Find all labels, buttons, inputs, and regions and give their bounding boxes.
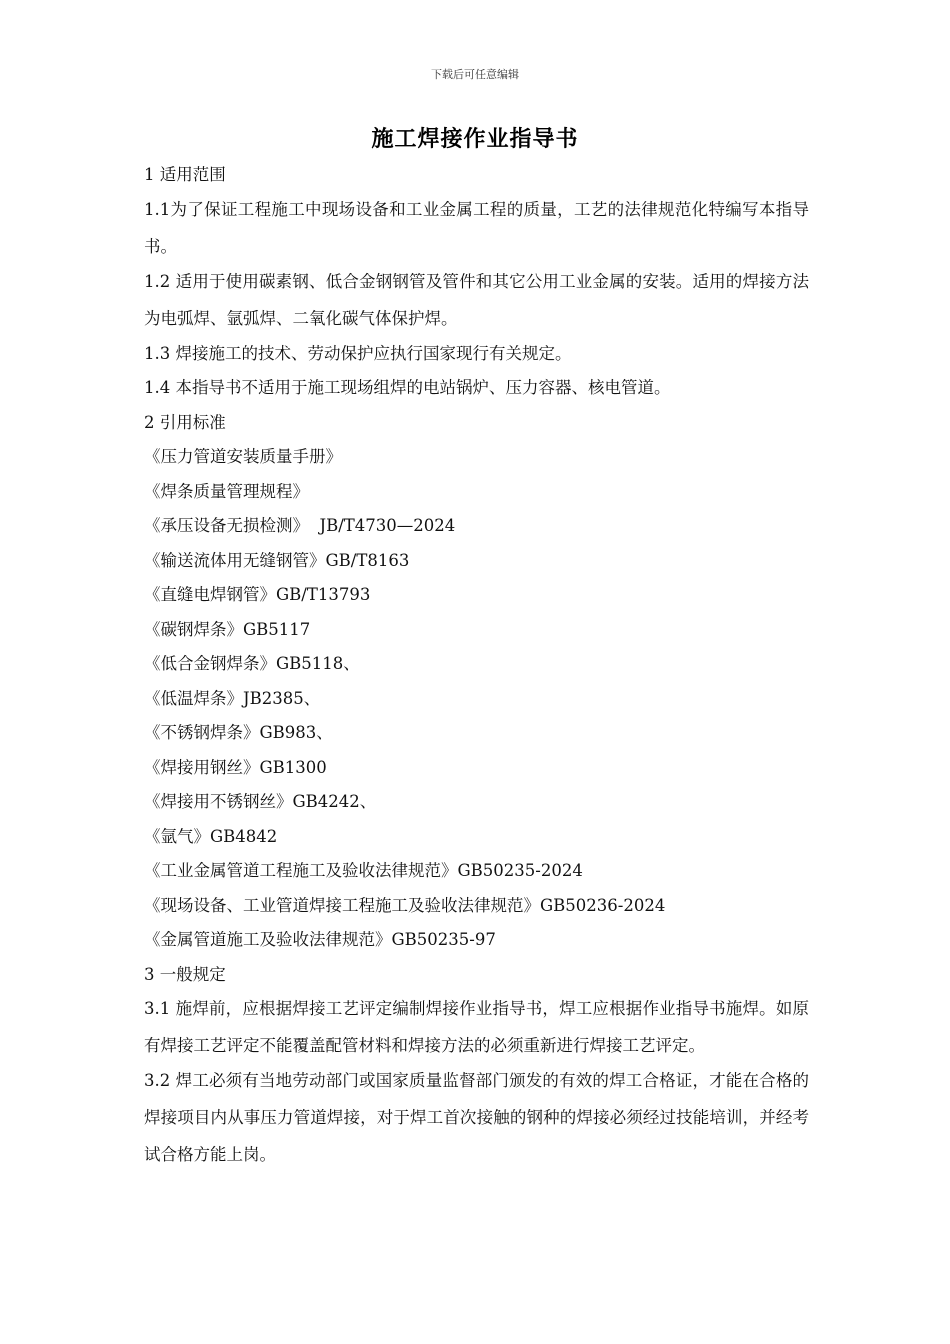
header-note: 下载后可任意编辑 bbox=[431, 68, 519, 81]
standard-item: 《焊接用不锈钢丝》GB4242、 bbox=[144, 792, 377, 811]
standard-item: 《低合金钢焊条》GB5118、 bbox=[144, 654, 360, 673]
section-3-heading: 3 一般规定 bbox=[144, 964, 226, 984]
clause-1-3: 1.3 焊接施工的技术、劳动保护应执行国家现行有关规定。 bbox=[144, 343, 572, 363]
standard-item: 《压力管道安装质量手册》 bbox=[144, 447, 342, 466]
clause-1-2: 1.2 适用于使用碳素钢、低合金钢钢管及管件和其它公用工业金属的安装。适用的焊接方法为电弧焊、氩弧焊、二氧化碳气体保护焊。 bbox=[144, 271, 809, 328]
clause-3-1: 3.1 施焊前，应根据焊接工艺评定编制焊接作业指导书，焊工应根据作业指导书施焊。如原有焊接工艺评定不能覆盖配管材料和焊接方法的必须重新进行焊接工艺评定。 bbox=[144, 999, 809, 1055]
standard-item: 《碳钢焊条》GB5117 bbox=[144, 619, 311, 639]
standard-item: 《直缝电焊钢管》GB/T13793 bbox=[144, 585, 371, 604]
document-body bbox=[144, 158, 809, 1173]
standard-item: 《低温焊条》JB2385、 bbox=[144, 688, 321, 708]
standard-item: 《氩气》GB4842 bbox=[144, 826, 278, 846]
standard-item: 《焊接用钢丝》GB1300 bbox=[144, 757, 327, 777]
standard-item: 《现场设备、工业管道焊接工程施工及验收法律规范》GB50236-2024 bbox=[144, 895, 666, 915]
standard-item: 《不锈钢焊条》GB983、 bbox=[144, 723, 333, 742]
section-1-heading: 1 适用范围 bbox=[144, 165, 226, 184]
section-2-heading: 2 引用标准 bbox=[144, 412, 226, 432]
standards-list bbox=[144, 440, 809, 958]
clause-1-1: 1.1为了保证工程施工中现场设备和工业金属工程的质量，工艺的法律规范化特编写本指导书。 bbox=[144, 199, 809, 256]
standard-item: 《承压设备无损检测》 JB/T4730—2024 bbox=[144, 516, 456, 535]
standard-item: 《焊条质量管理规程》 bbox=[144, 481, 309, 501]
standard-item: 《输送流体用无缝钢管》GB/T8163 bbox=[144, 550, 410, 570]
standard-item: 《工业金属管道工程施工及验收法律规范》GB50235-2024 bbox=[144, 861, 583, 880]
clause-3-2: 3.2 焊工必须有当地劳动部门或国家质量监督部门颁发的有效的焊工合格证，才能在合格的焊接项目内从事压力管道焊接，对于焊工首次接触的钢种的焊接必须经过技能培训，并经考试合格方能上岗。 bbox=[144, 1071, 809, 1164]
clause-1-4: 1.4 本指导书不适用于施工现场组焊的电站锅炉、压力容器、核电管道。 bbox=[144, 378, 671, 397]
document-title: 施工焊接作业指导书 bbox=[371, 127, 579, 152]
standard-item: 《金属管道施工及验收法律规范》GB50235-97 bbox=[144, 930, 496, 949]
